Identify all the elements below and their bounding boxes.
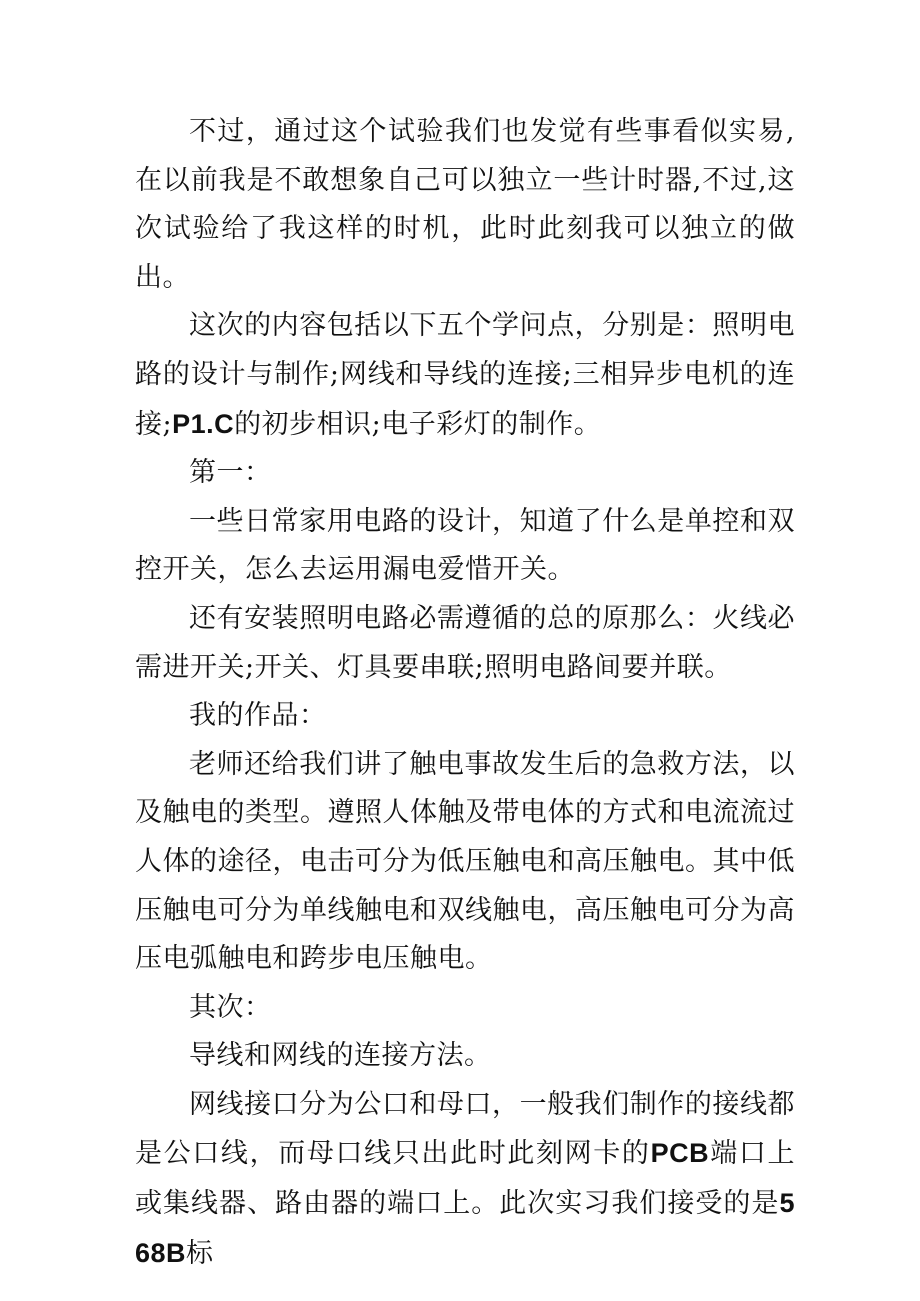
body-text	[135, 108, 795, 1278]
paragraph-text: 一些日常家用电路的设计，知道了什么是单控和双控开关，怎么去运用漏电爱惜开关。	[135, 505, 795, 586]
paragraph-text: 其次：	[189, 991, 272, 1023]
bold-term-pcb: PCB	[650, 1138, 710, 1169]
paragraph-text: 这次的内容包括以下五个学问点，分别是：照明电路的设计与制作;网线和导线的连接;三相异步电机的连接;	[135, 310, 795, 440]
paragraph-text: 还有安装照明电路必需遵循的总的原那么：火线必需进开关;开关、灯具要串联;照明电路间要并联。	[135, 602, 795, 683]
section-heading-second	[135, 984, 795, 1033]
section-heading-first	[135, 449, 795, 498]
paragraph	[135, 1081, 795, 1278]
paragraph	[135, 498, 795, 595]
paragraph-text: 不过，通过这个试验我们也发觉有些事看似实易,在以前我是不敢想象自己可以独立一些计时器,不过,这次试验给了我这样的时机，此时此刻我可以独立的做出。	[135, 116, 795, 293]
paragraph	[135, 741, 795, 984]
paragraph-text: 的初步相识;电子彩灯的制作。	[234, 408, 602, 440]
paragraph-text: 第一：	[189, 457, 272, 489]
paragraph-text: 导线和网线的连接方法。	[189, 1040, 492, 1072]
paragraph	[135, 302, 795, 449]
bold-term-568b: 568B	[135, 1188, 795, 1268]
bold-term-plc: P1.C	[172, 408, 235, 439]
section-heading-my-work	[135, 692, 795, 741]
paragraph	[135, 108, 795, 302]
paragraph-text: 我的作品：	[189, 700, 327, 732]
paragraph-text: 老师还给我们讲了触电事故发生后的急救方法，以及触电的类型。遵照人体触及带电体的方式和电流流过人体的途径，电击可分为低压触电和高压触电。其中低压触电可分为单线触电和双线触电，高压触电可分为高压电弧触电和跨步电压触电。	[135, 748, 795, 975]
paragraph-text: 标	[186, 1237, 214, 1269]
paragraph-text: 网线接口分为公口和母口，一般我们制作的接线都是公口线，而母口线只出此时此刻网卡的	[135, 1088, 795, 1170]
paragraph	[135, 1032, 795, 1081]
paragraph-text: 端口上或集线器、路由器的端口上。此次实习我们接受的是	[135, 1138, 796, 1220]
paragraph	[135, 595, 795, 692]
